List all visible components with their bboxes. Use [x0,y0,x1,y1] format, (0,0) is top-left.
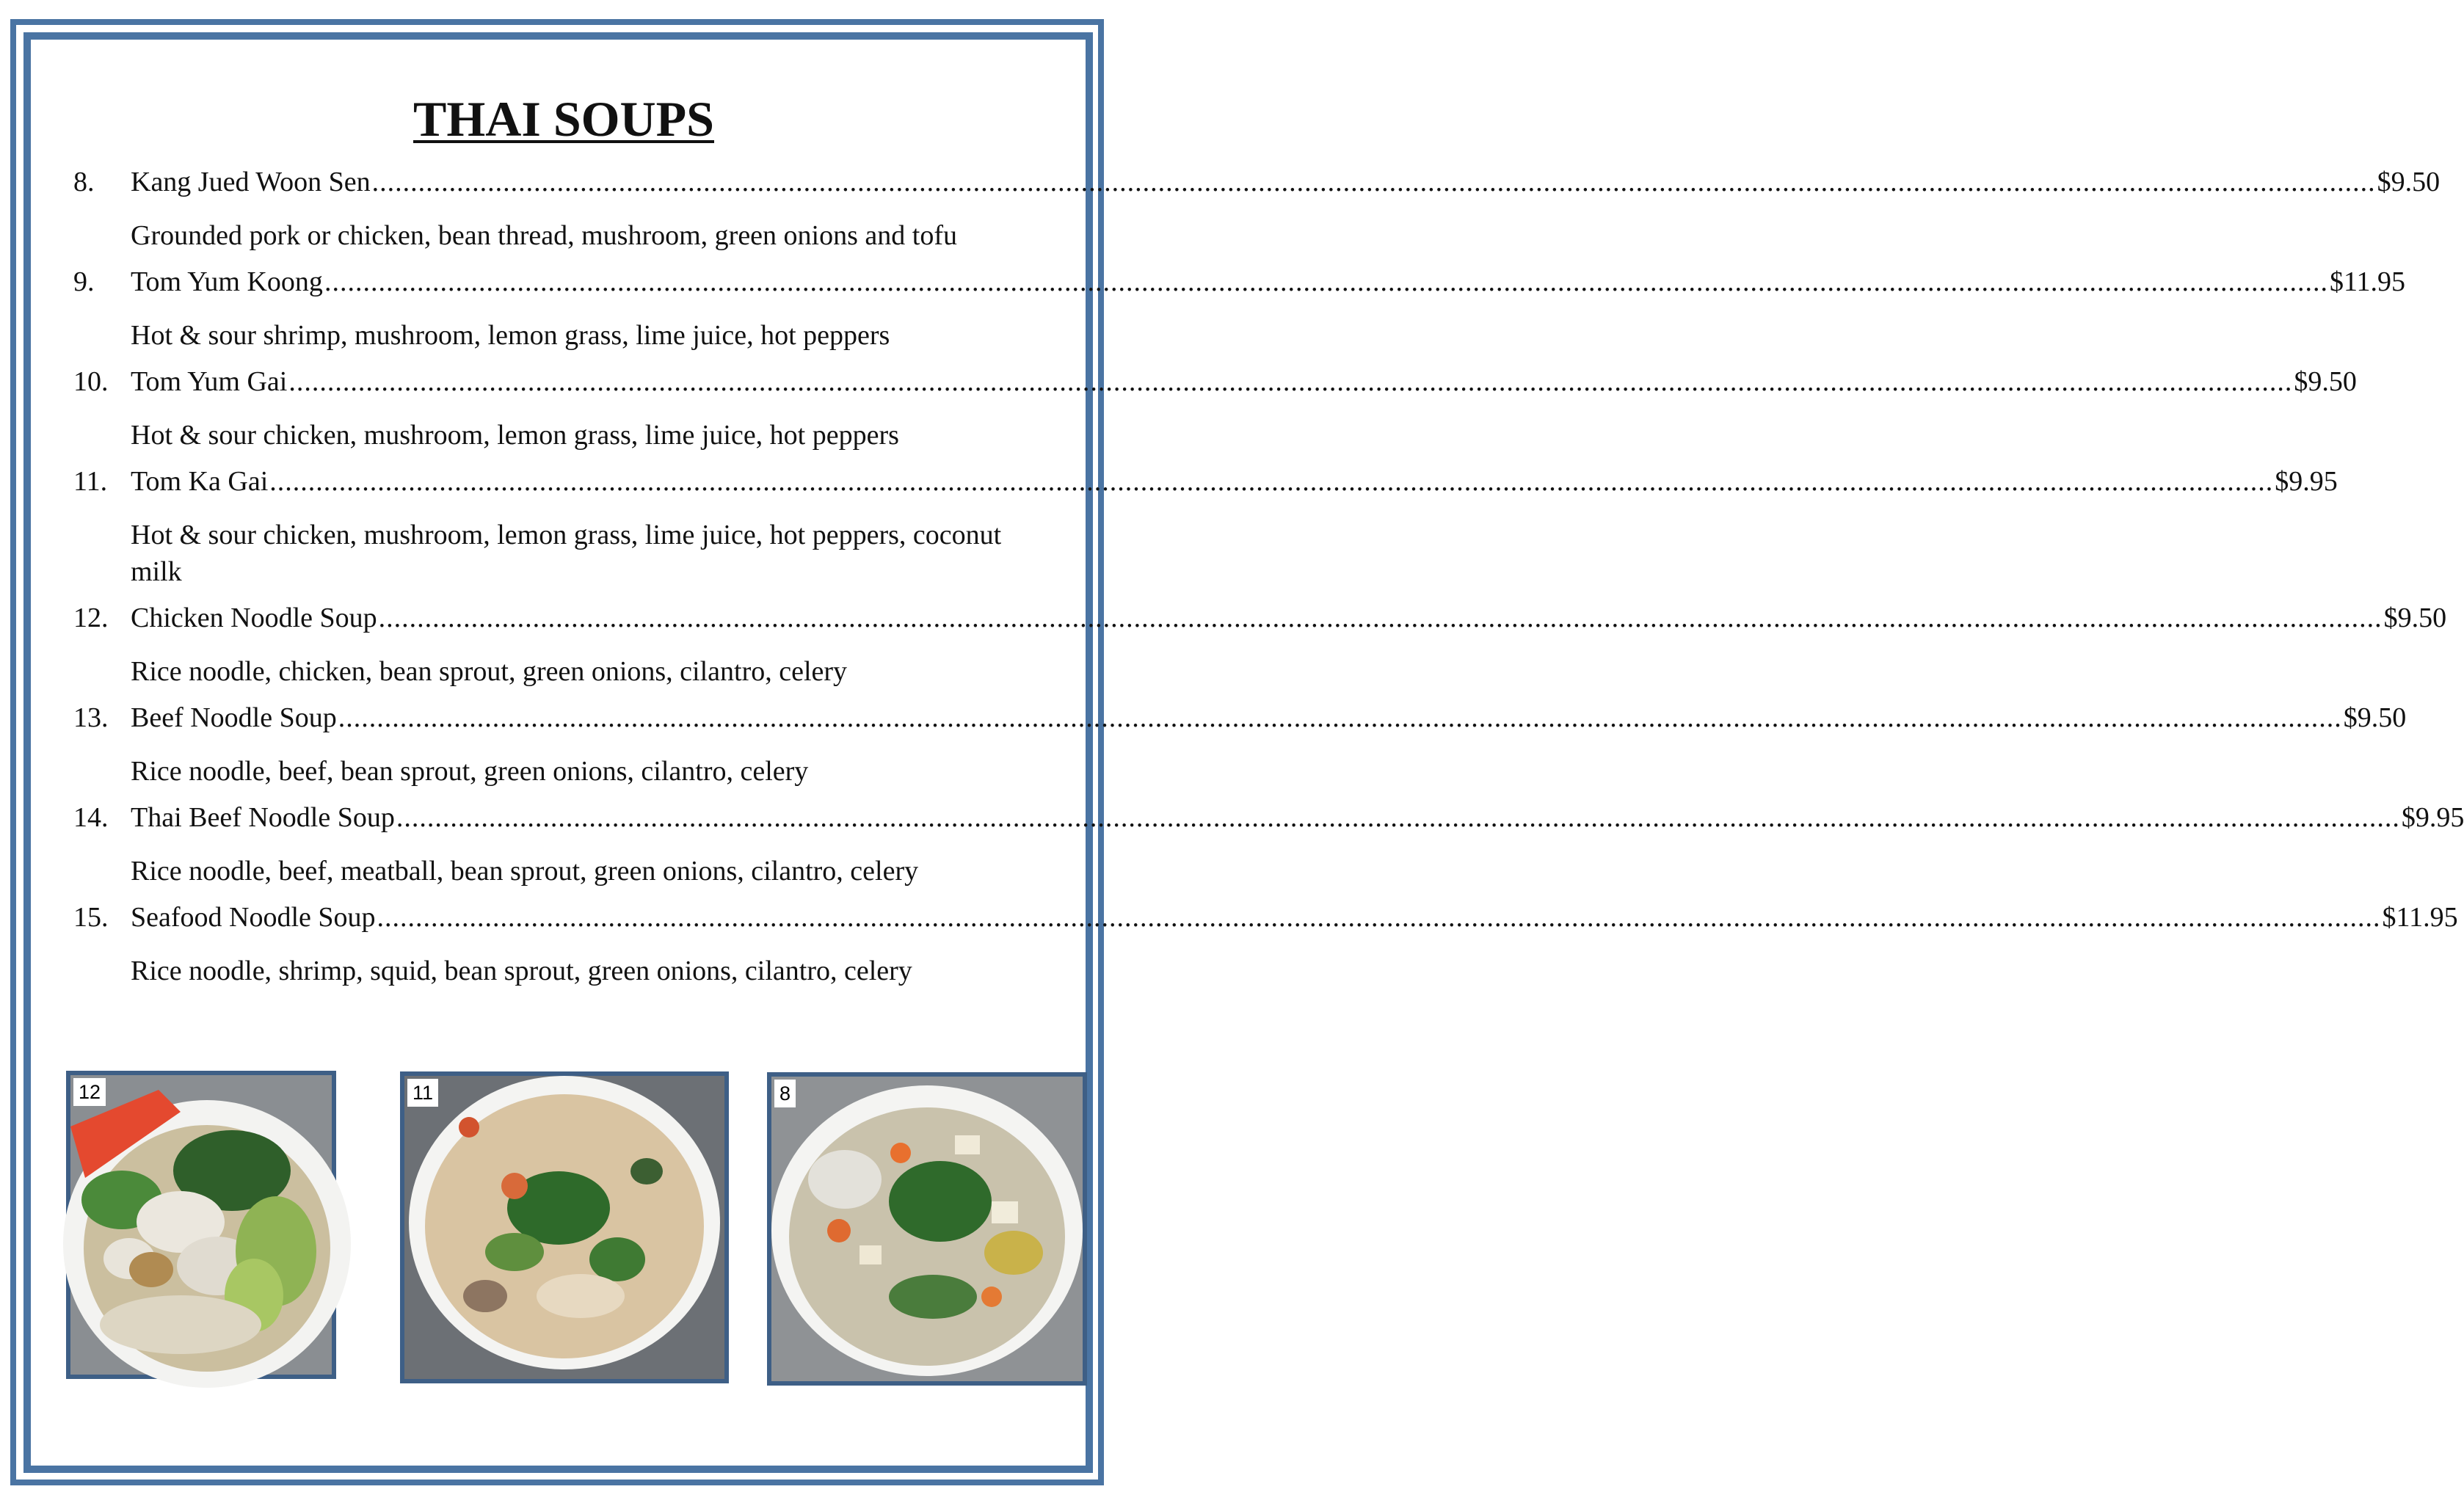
dot-leader: .................................................................................................................................................................................................................................................................... [371,167,2376,197]
item-number: 10. [73,366,109,397]
item-number: 11. [73,466,108,497]
item-description: Hot & sour chicken, mushroom, lemon grass, lime juice, hot peppers [131,420,899,451]
photo-kang-jued-woon-sen [767,1072,1087,1386]
photo-number-label: 8 [774,1080,796,1107]
photo-number-label: 11 [407,1079,438,1107]
dot-leader: .................................................................................................................................................................................................................................................................... [324,266,2328,297]
photo-number-label: 12 [73,1078,106,1106]
menu-item [73,702,2407,801]
item-name: Chicken Noodle Soup [131,603,377,633]
item-name: Seafood Noodle Soup [131,902,376,933]
item-description: Hot & sour shrimp, mushroom, lemon grass, lime juice, hot peppers [131,320,890,351]
item-name: Beef Noodle Soup [131,702,337,733]
soup-photo-image [404,1076,724,1379]
item-name: Kang Jued Woon Sen [131,167,371,197]
item-price: $9.50 [2383,603,2447,633]
menu-item [73,801,2464,901]
dot-leader: .................................................................................................................................................................................................................................................................... [396,802,2400,833]
menu-item [73,465,2338,602]
item-price: $11.95 [2382,902,2458,933]
menu-title-text: THAI SOUPS [413,91,714,147]
menu-item [73,602,2447,702]
item-price: $9.50 [2377,167,2441,197]
item-price: $9.50 [2343,702,2407,733]
menu-item [73,365,2357,465]
soup-menu-list [73,166,2464,1001]
item-number: 13. [73,702,109,733]
soup-photo-image [771,1077,1083,1381]
item-description: Grounded pork or chicken, bean thread, mushroom, green onions and tofu [131,220,957,251]
item-description: Hot & sour chicken, mushroom, lemon grass, lime juice, hot peppers, coconut milk [131,520,1002,587]
item-price: $9.95 [2401,802,2464,833]
item-price: $9.95 [2275,466,2338,497]
item-number: 12. [73,603,109,633]
item-number: 14. [73,802,109,833]
item-number: 15. [73,902,109,933]
item-number: 8. [73,167,95,197]
dot-leader: .................................................................................................................................................................................................................................................................... [269,466,2274,497]
item-number: 9. [73,266,95,297]
dot-leader: .................................................................................................................................................................................................................................................................... [377,902,2381,933]
item-name: Thai Beef Noodle Soup [131,802,395,833]
item-name: Tom Yum Koong [131,266,323,297]
item-description: Rice noodle, shrimp, squid, bean sprout, green onions, cilantro, celery [131,956,912,986]
menu-title [0,91,1127,147]
photo-tom-ka-gai [400,1071,729,1383]
dot-leader: .................................................................................................................................................................................................................................................................... [288,366,2293,397]
item-name: Tom Ka Gai [131,466,269,497]
dot-leader: .................................................................................................................................................................................................................................................................... [378,603,2383,633]
item-description: Rice noodle, beef, meatball, bean sprout, green onions, cilantro, celery [131,856,919,887]
item-price: $9.50 [2294,366,2357,397]
item-name: Tom Yum Gai [131,366,288,397]
menu-item [73,166,2441,266]
photo-chicken-noodle-soup [66,1071,336,1379]
item-description: Rice noodle, beef, bean sprout, green onions, cilantro, celery [131,756,809,787]
menu-item [73,266,2406,365]
item-description: Rice noodle, chicken, bean sprout, green onions, cilantro, celery [131,656,848,687]
soup-photo-image [70,1075,332,1375]
menu-item [73,901,2458,1001]
item-price: $11.95 [2329,266,2406,297]
dot-leader: .................................................................................................................................................................................................................................................................... [338,702,2342,733]
